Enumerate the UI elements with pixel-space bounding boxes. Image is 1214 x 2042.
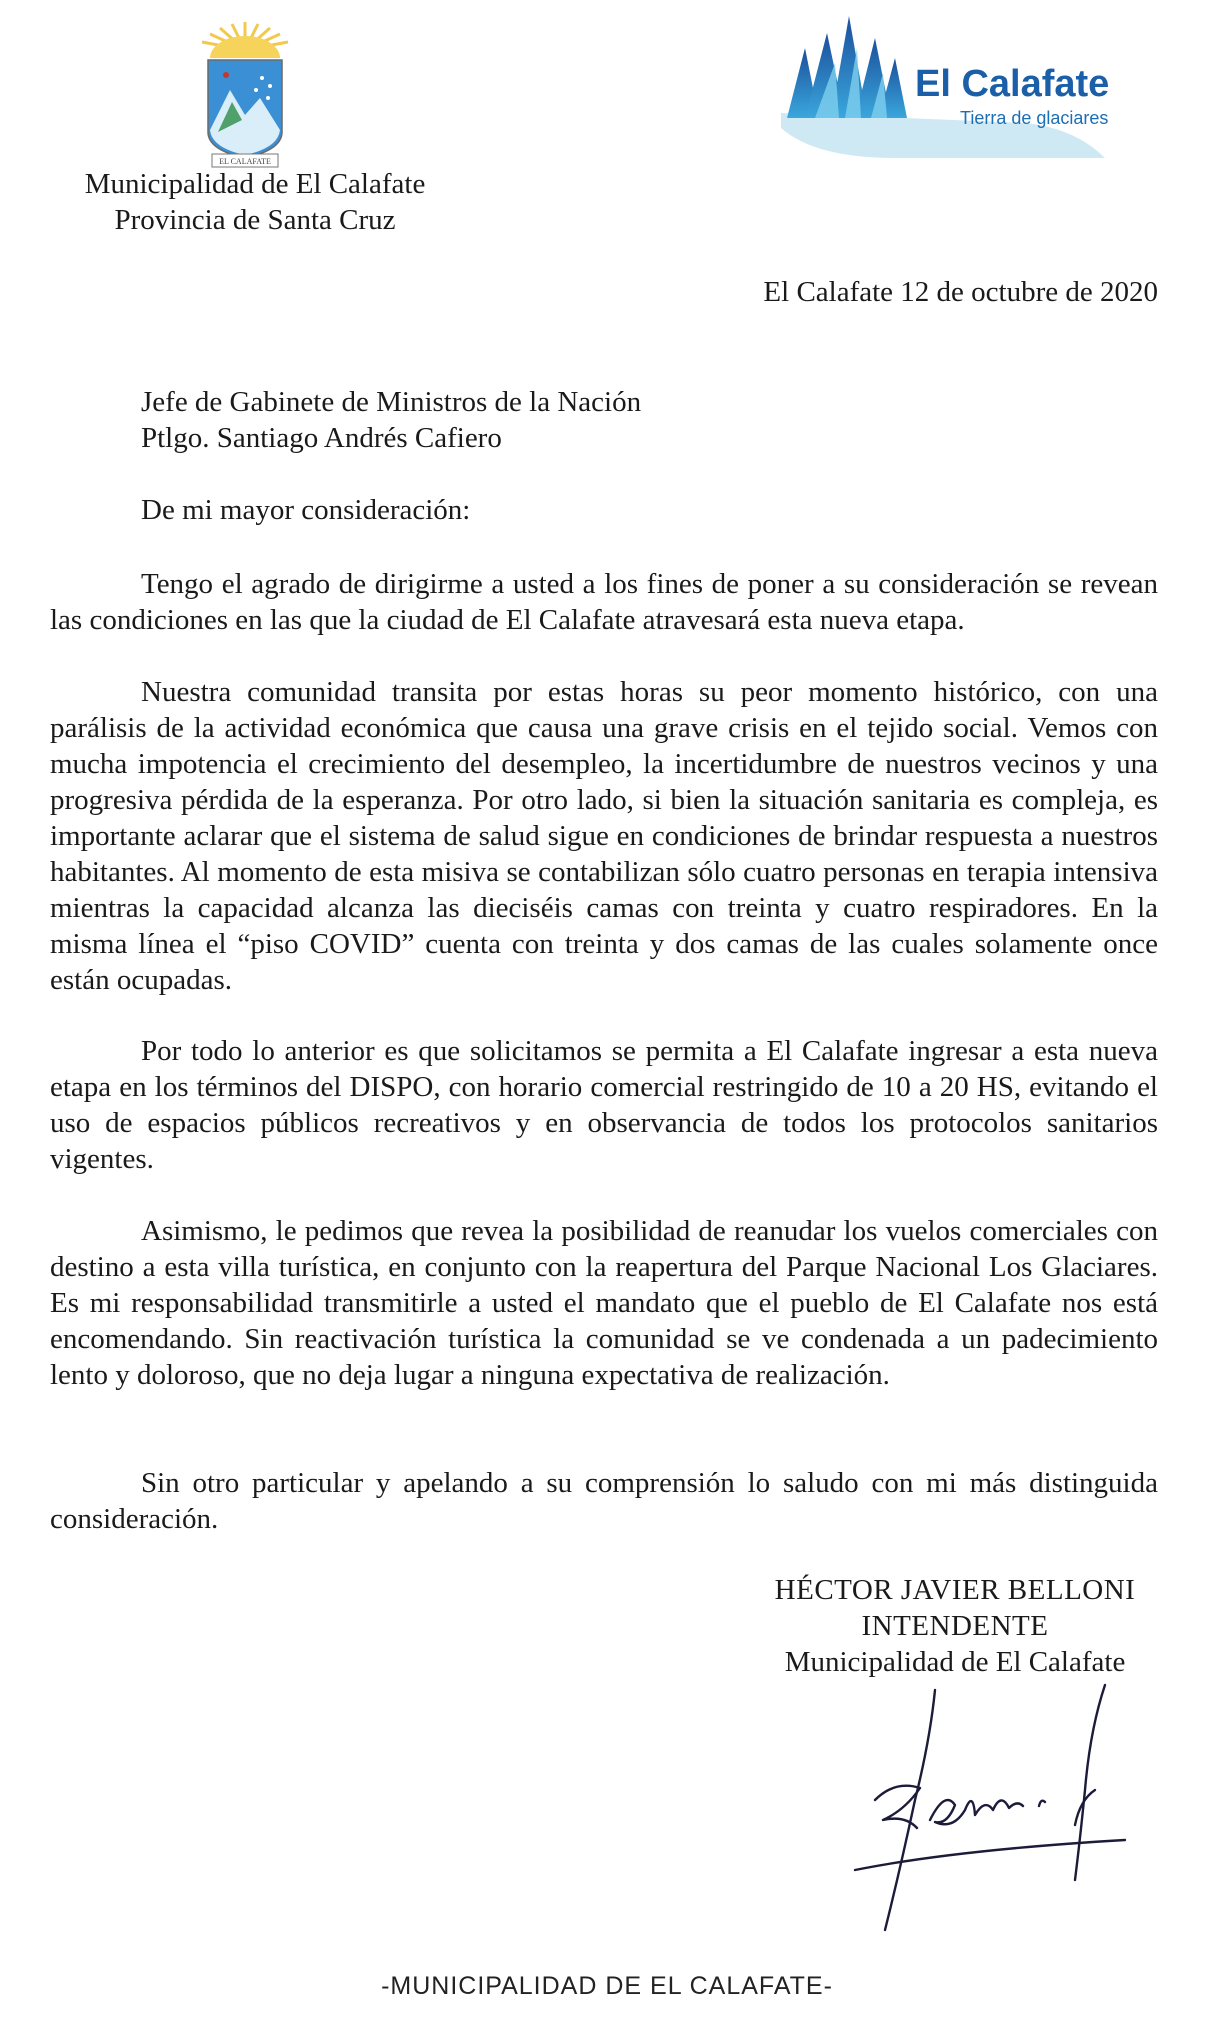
page-footer: -MUNICIPALIDAD DE EL CALAFATE- (381, 1972, 833, 2000)
el-calafate-brand-logo (775, 8, 1120, 168)
paragraph-3: Por todo lo anterior es que solicitamos se permita a El Calafate ingresar a esta nueva etapa en los términos del DISPO, con horario comercial restringido de 10 a 20 HS, evitando el uso de espacios públicos recreativos y en observancia de todos los protocolos sanitarios vigentes. (50, 1035, 1158, 1175)
signatory-org: Municipalidad de El Calafate (784, 1646, 1126, 1678)
signatory-role: INTENDENTE (861, 1610, 1049, 1642)
paragraph-5: Sin otro particular y apelando a su comprensión lo saludo con mi más distinguida consideración. (50, 1467, 1158, 1535)
signatory-block (760, 1572, 1150, 1680)
salutation: De mi mayor consideración: (141, 494, 471, 526)
signatory-name: HÉCTOR JAVIER BELLONI (774, 1574, 1136, 1606)
brand-tagline: Tierra de glaciares (960, 108, 1109, 128)
letter-date: El Calafate 12 de octubre de 2020 (763, 276, 1158, 308)
paragraph-4: Asimismo, le pedimos que revea la posibilidad de reanudar los vuelos comerciales con destino a esta villa turística, en conjunto con la reapertura del Parque Nacional Los Glaciares. Es mi responsabilidad transmitirle a usted el mandato que el pueblo de El Calafate nos está encomendando. Sin reactivación turística la comunidad se ve condenada a un padecimiento lento y doloroso, que no deja lugar a ninguna expectativa de realización. (50, 1215, 1158, 1391)
paragraph-2: Nuestra comunidad transita por estas horas su peor momento histórico, con una parálisis de la actividad económica que causa una grave crisis en el tejido social. Vemos con mucha impotencia el crecimiento del desempleo, la incertidumbre de nuestros vecinos y una progresiva pérdida de la esperanza. Por otro lado, si bien la situación sanitaria es compleja, es importante aclarar que el sistema de salud sigue en condiciones de brindar respuesta a nuestros habitantes. Al momento de esta misiva se contabilizan sólo cuatro personas en terapia intensiva mientras la capacidad alcanza las dieciséis camas con treinta y cuatro respiradores. En la misma línea el “piso COVID” cuenta con treinta y dos camas de las cuales solamente once están ocupadas. (50, 676, 1158, 996)
municipality-name: Municipalidad de El Calafate (84, 168, 426, 200)
province-name: Provincia de Santa Cruz (114, 204, 396, 236)
recipient-block (141, 384, 641, 456)
recipient-name: Ptlgo. Santiago Andrés Cafiero (141, 422, 502, 454)
brand-name: El Calafate (915, 63, 1110, 105)
paragraph-1: Tengo el agrado de dirigirme a usted a los fines de poner a su consideración se revean las condiciones en las que la ciudad de El Calafate atravesará esta nueva etapa. (50, 568, 1158, 636)
coat-of-arms-ribbon: EL CALAFATE (219, 157, 271, 166)
handwritten-signature (835, 1680, 1145, 1950)
recipient-title: Jefe de Gabinete de Ministros de la Nación (141, 386, 642, 418)
municipality-header (40, 166, 470, 238)
coat-of-arms-logo (190, 20, 300, 170)
